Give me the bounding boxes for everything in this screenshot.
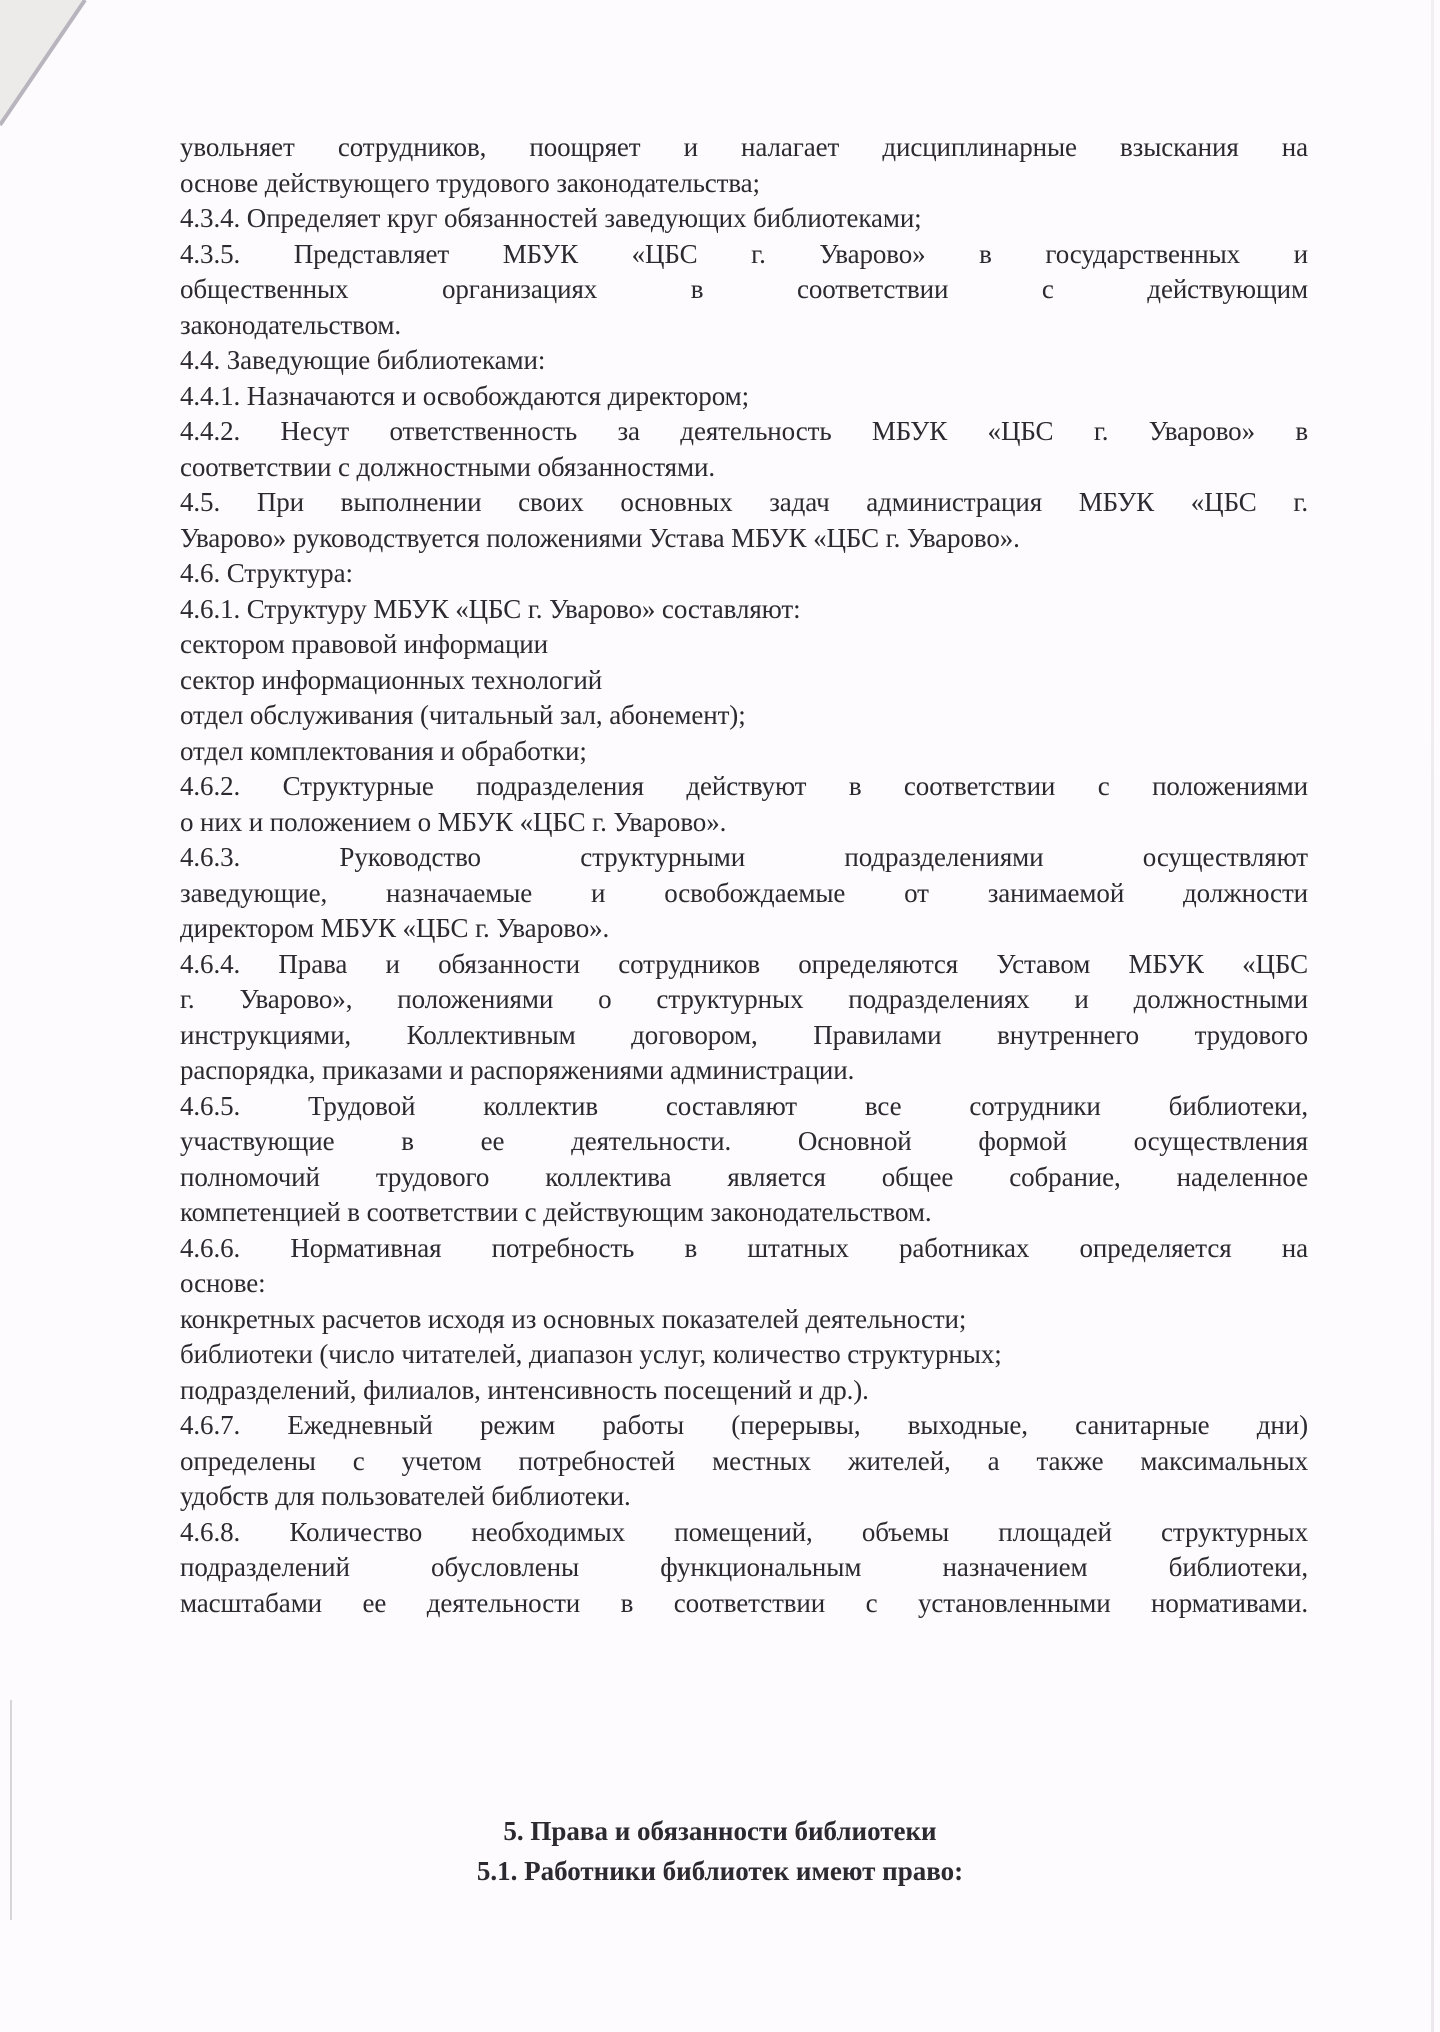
folded-corner — [0, 0, 90, 130]
text-line: основе действующего трудового законодательства; — [180, 167, 760, 198]
text-line: сектор информационных технологий — [180, 664, 603, 695]
text-line: подразделений, филиалов, интенсивность посещений и др.). — [180, 1374, 869, 1405]
text-line: 4.6.2. Структурные подразделения действуют в соответствии с положениями — [180, 771, 1308, 801]
text-line: определены с учетом потребностей местных жителей, а также максимальных — [180, 1445, 1308, 1476]
text-line: конкретных расчетов исходя из основных показателей деятельности; — [180, 1303, 967, 1334]
subsection-heading: 5.1. Работники библиотек имеют право: — [476, 1856, 964, 1886]
text-line: 4.4.1. Назначаются и освобождаются директором; — [180, 380, 749, 411]
section-heading: 5. Права и обязанности библиотеки — [503, 1816, 937, 1846]
text-line: 4.6.7. Ежедневный режим работы (перерывы, выходные, санитарные дни) — [180, 1410, 1308, 1440]
text-line: компетенцией в соответствии с действующим законодательством. — [180, 1197, 932, 1227]
text-line: 4.4.2. Несут ответственность за деятельность МБУК «ЦБС г. Уварово» в — [180, 416, 1308, 446]
text-line: основе: — [180, 1268, 266, 1298]
text-line: полномочий трудового коллектива является общее собрание, наделенное — [180, 1161, 1308, 1192]
text-line: г. Уварово», положениями о структурных подразделениях и должностными — [180, 984, 1308, 1014]
text-line: 4.6.5. Трудовой коллектив составляют все сотрудники библиотеки, — [180, 1090, 1308, 1121]
text-line: отдел комплектования и обработки; — [180, 735, 587, 766]
text-line: 4.4. Заведующие библиотеками: — [180, 345, 546, 375]
text-line: библиотеки (число читателей, диапазон услуг, количество структурных; — [180, 1339, 1002, 1369]
text-line: отдел обслуживания (читальный зал, абонемент); — [180, 700, 746, 730]
text-line: масштабами ее деятельности в соответствии с установленными нормативами. — [180, 1587, 1308, 1618]
text-line: общественных организациях в соответствии с действующим — [180, 274, 1308, 304]
scan-edge-shadow — [1431, 0, 1434, 2032]
text-line: законодательством. — [180, 309, 402, 340]
text-line: 4.6.4. Права и обязанности сотрудников определяются Уставом МБУК «ЦБС — [180, 948, 1308, 979]
text-line: распорядка, приказами и распоряжениями администрации. — [180, 1055, 855, 1085]
text-line: заведующие, назначаемые и освобождаемые от занимаемой должности — [180, 877, 1308, 908]
text-line: удобств для пользователей библиотеки. — [180, 1481, 631, 1511]
text-line: 4.6.3. Руководство структурными подразделениями осуществляют — [180, 842, 1308, 872]
text-line: 4.6. Структура: — [180, 558, 353, 588]
text-line: сектором правовой информации — [180, 629, 549, 659]
document-body — [180, 130, 1308, 1621]
text-line: 4.6.8. Количество необходимых помещений, объемы площадей структурных — [180, 1516, 1308, 1547]
text-line: 4.5. При выполнении своих основных задач администрация МБУК «ЦБС г. — [180, 487, 1308, 517]
text-line: инструкциями, Коллективным договором, Правилами внутреннего трудового — [180, 1019, 1308, 1050]
text-line: увольняет сотрудников, поощряет и налагает дисциплинарные взыскания на — [180, 132, 1308, 162]
text-line: участвующие в ее деятельности. Основной формой осуществления — [180, 1126, 1308, 1156]
text-line: 4.3.4. Определяет круг обязанностей заведующих библиотеками; — [180, 203, 922, 233]
text-line: директором МБУК «ЦБС г. Уварово». — [180, 913, 610, 943]
text-line: 4.6.6. Нормативная потребность в штатных работниках определяется на — [180, 1232, 1308, 1263]
text-line: подразделений обусловлены функциональным назначением библиотеки, — [180, 1552, 1308, 1582]
text-line: 4.3.5. Представляет МБУК «ЦБС г. Уварово» в государственных и — [180, 238, 1308, 269]
text-line: о них и положением о МБУК «ЦБС г. Уварово». — [180, 806, 727, 837]
text-line: соответствии с должностными обязанностями. — [180, 451, 715, 482]
text-line: 4.6.1. Структуру МБУК «ЦБС г. Уварово» составляют: — [180, 593, 801, 624]
text-line: Уварово» руководствуется положениями Устава МБУК «ЦБС г. Уварово». — [180, 522, 1020, 553]
